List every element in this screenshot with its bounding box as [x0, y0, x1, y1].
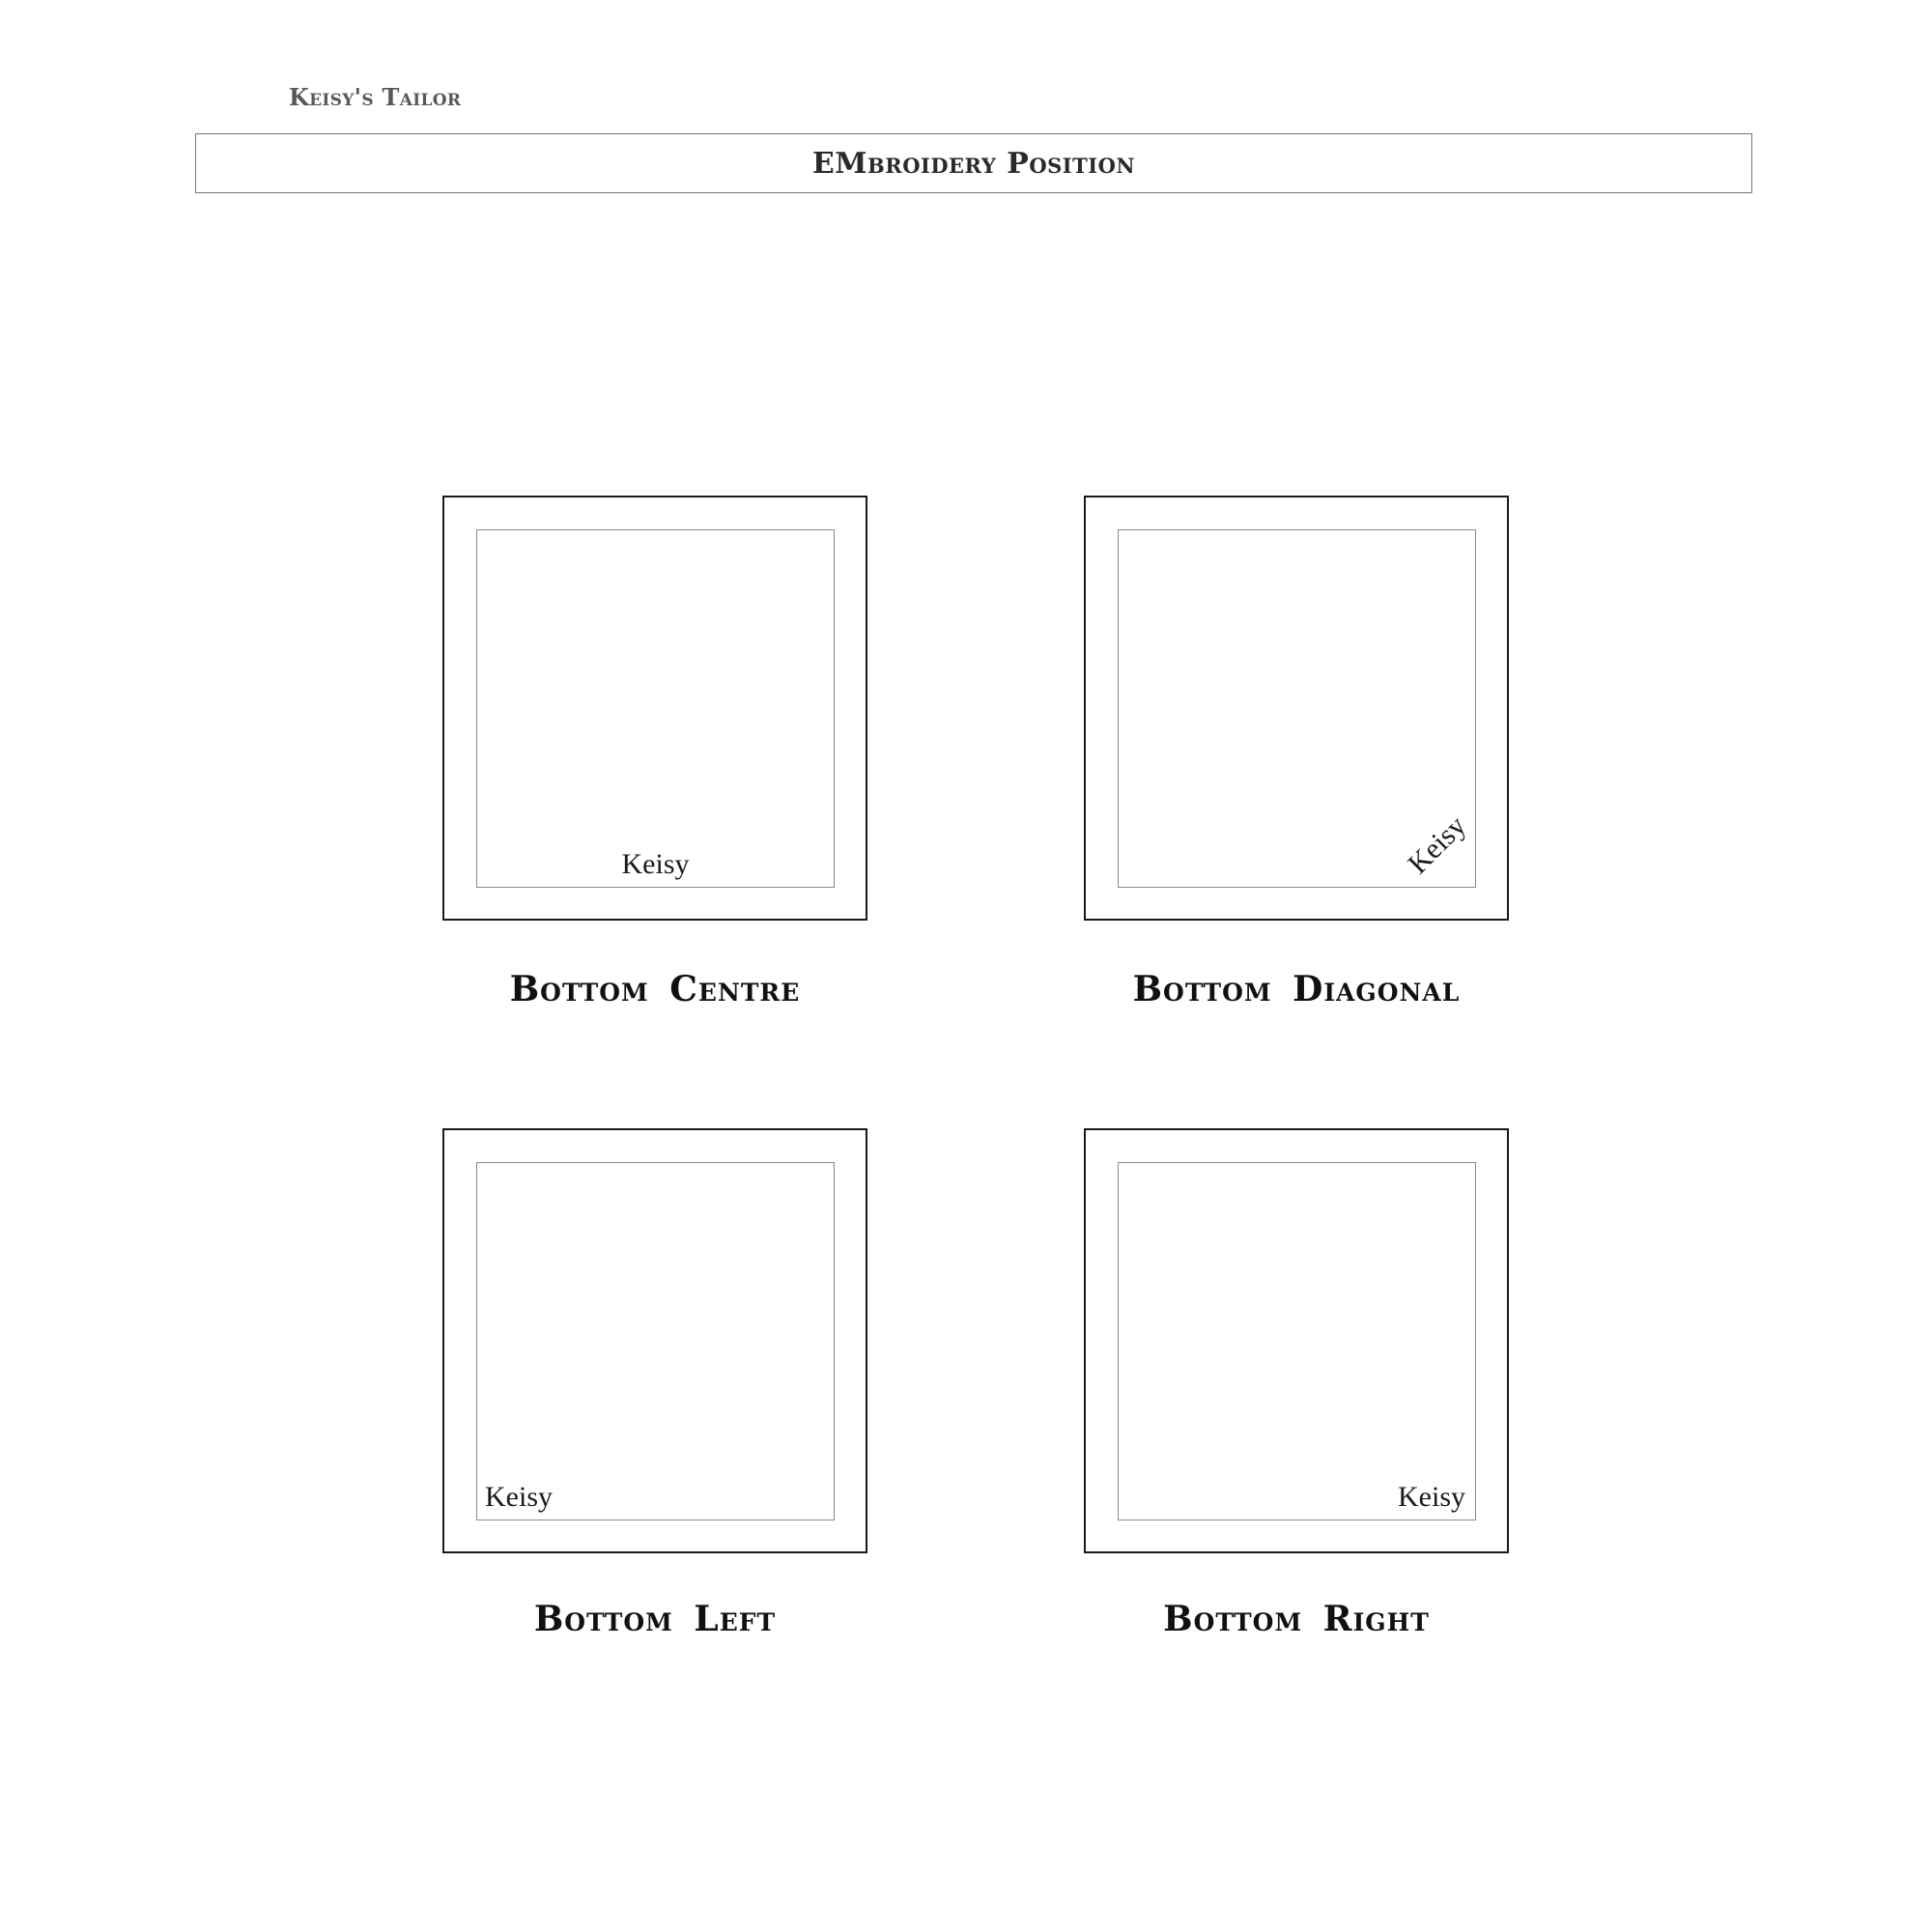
handkerchief-bottom-centre: [442, 496, 867, 921]
brand-name: Keisy's Tailor: [289, 83, 462, 111]
embroidery-text: Keisy: [1398, 1481, 1465, 1513]
handkerchief-inner-border: [476, 1162, 835, 1520]
handkerchief-bottom-left: [442, 1128, 867, 1553]
embroidery-text: Keisy: [1402, 810, 1473, 881]
caption-bottom-left: Bottom Left: [533, 1599, 777, 1639]
caption-bottom-right: Bottom Right: [1163, 1599, 1430, 1639]
embroidery-text: Keisy: [485, 1481, 553, 1513]
handkerchief-inner-border: [1118, 529, 1476, 888]
handkerchief-bottom-right: [1084, 1128, 1509, 1553]
handkerchief-inner-border: [1118, 1162, 1476, 1520]
embroidery-text: Keisy: [621, 848, 690, 880]
handkerchief-bottom-diagonal: [1084, 496, 1509, 921]
caption-bottom-diagonal: Bottom Diagonal: [1132, 969, 1461, 1009]
handkerchief-inner-border: [476, 529, 835, 888]
caption-bottom-centre: Bottom Centre: [509, 969, 801, 1009]
page-title-box: [195, 133, 1752, 193]
page-title: EMbroidery Position: [811, 146, 1136, 181]
